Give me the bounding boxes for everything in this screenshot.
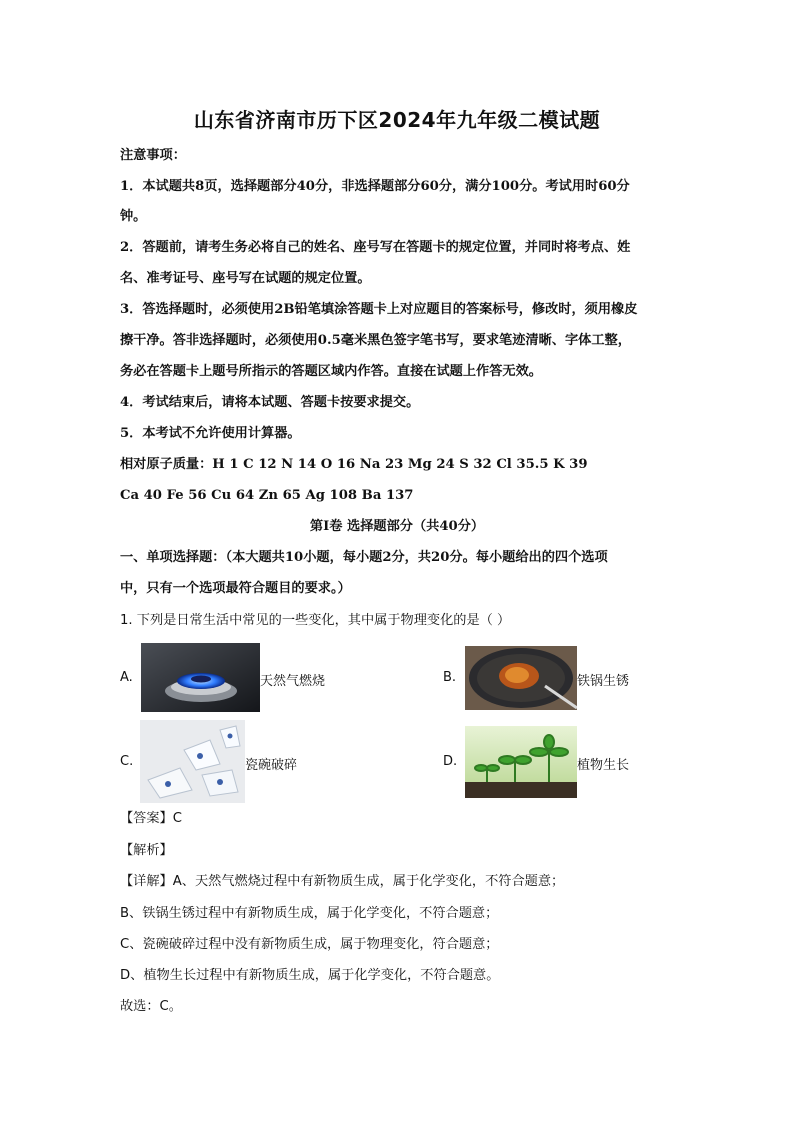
seedlings-image [465,726,577,798]
analysis-heading: 【解析】 [120,843,173,858]
option-a-letter: A. [120,670,133,685]
notes-heading: 注意事项： [120,148,186,163]
answer-text: 【答案】C [120,811,182,826]
note-line: 名、准考证号、座号写在试题的规定位置。 [120,271,371,286]
option-b-label: 铁锅生锈 [577,674,630,689]
note-line: 3．答选择题时，必须使用2B铅笔填涂答题卡上对应题目的答案标号，修改时，须用橡皮 [120,302,638,317]
option-c-letter: C. [120,754,134,769]
rusty-wok-image [465,646,577,710]
question-text: 1. 下列是日常生活中常见的一些变化，其中属于物理变化的是（ ） [120,613,511,628]
option-b-letter: B. [443,670,457,685]
explanation-line: C、瓷碗破碎过程中没有新物质生成，属于物理变化，符合题意； [120,937,499,952]
note-line: 5．本考试不允许使用计算器。 [120,426,301,441]
note-line: 擦干净。答非选择题时，必须使用0.5毫米黑色签字笔书写，要求笔迹清晰、字体工整， [120,333,631,348]
part-heading: 中，只有一个选项最符合题目的要求。） [120,581,351,596]
option-c-label: 瓷碗破碎 [245,758,298,773]
broken-porcelain-image [140,720,245,803]
gas-flame-image [141,643,260,712]
note-line: 2．答题前，请考生务必将自己的姓名、座号写在答题卡的规定位置，并同时将考点、姓 [120,240,631,255]
conclusion-text: 故选：C。 [120,999,182,1014]
option-d-label: 植物生长 [577,758,630,773]
atomic-masses-line: Ca 40 Fe 56 Cu 64 Zn 65 Ag 108 Ba 137 [120,488,414,503]
note-line: 务必在答题卡上题号所指示的答题区域内作答。直接在试题上作答无效。 [120,364,542,379]
atomic-masses-line: 相对原子质量：H 1 C 12 N 14 O 16 Na 23 Mg 24 S 32 Cl 35.5 K 39 [120,457,588,472]
explanation-line: 【详解】A、天然气燃烧过程中有新物质生成，属于化学变化，不符合题意； [120,874,565,889]
part-heading: 一、单项选择题：（本大题共10小题，每小题2分，共20分。每小题给出的四个选项 [120,550,608,565]
note-line: 钟。 [120,209,147,224]
option-d-letter: D. [443,754,458,769]
explanation-line: D、植物生长过程中有新物质生成，属于化学变化，不符合题意。 [120,968,500,983]
page-title: 山东省济南市历下区2024年九年级二模试题 [193,108,601,132]
section-title: 第Ⅰ卷 选择题部分（共40分） [309,519,485,534]
note-line: 4．考试结束后，请将本试题、答题卡按要求提交。 [120,395,420,410]
note-line: 1．本试题共8页，选择题部分40分，非选择题部分60分，满分100分。考试用时60分 [120,179,630,194]
explanation-line: B、铁锅生锈过程中有新物质生成，属于化学变化，不符合题意； [120,906,499,921]
option-a-label: 天然气燃烧 [260,674,326,689]
